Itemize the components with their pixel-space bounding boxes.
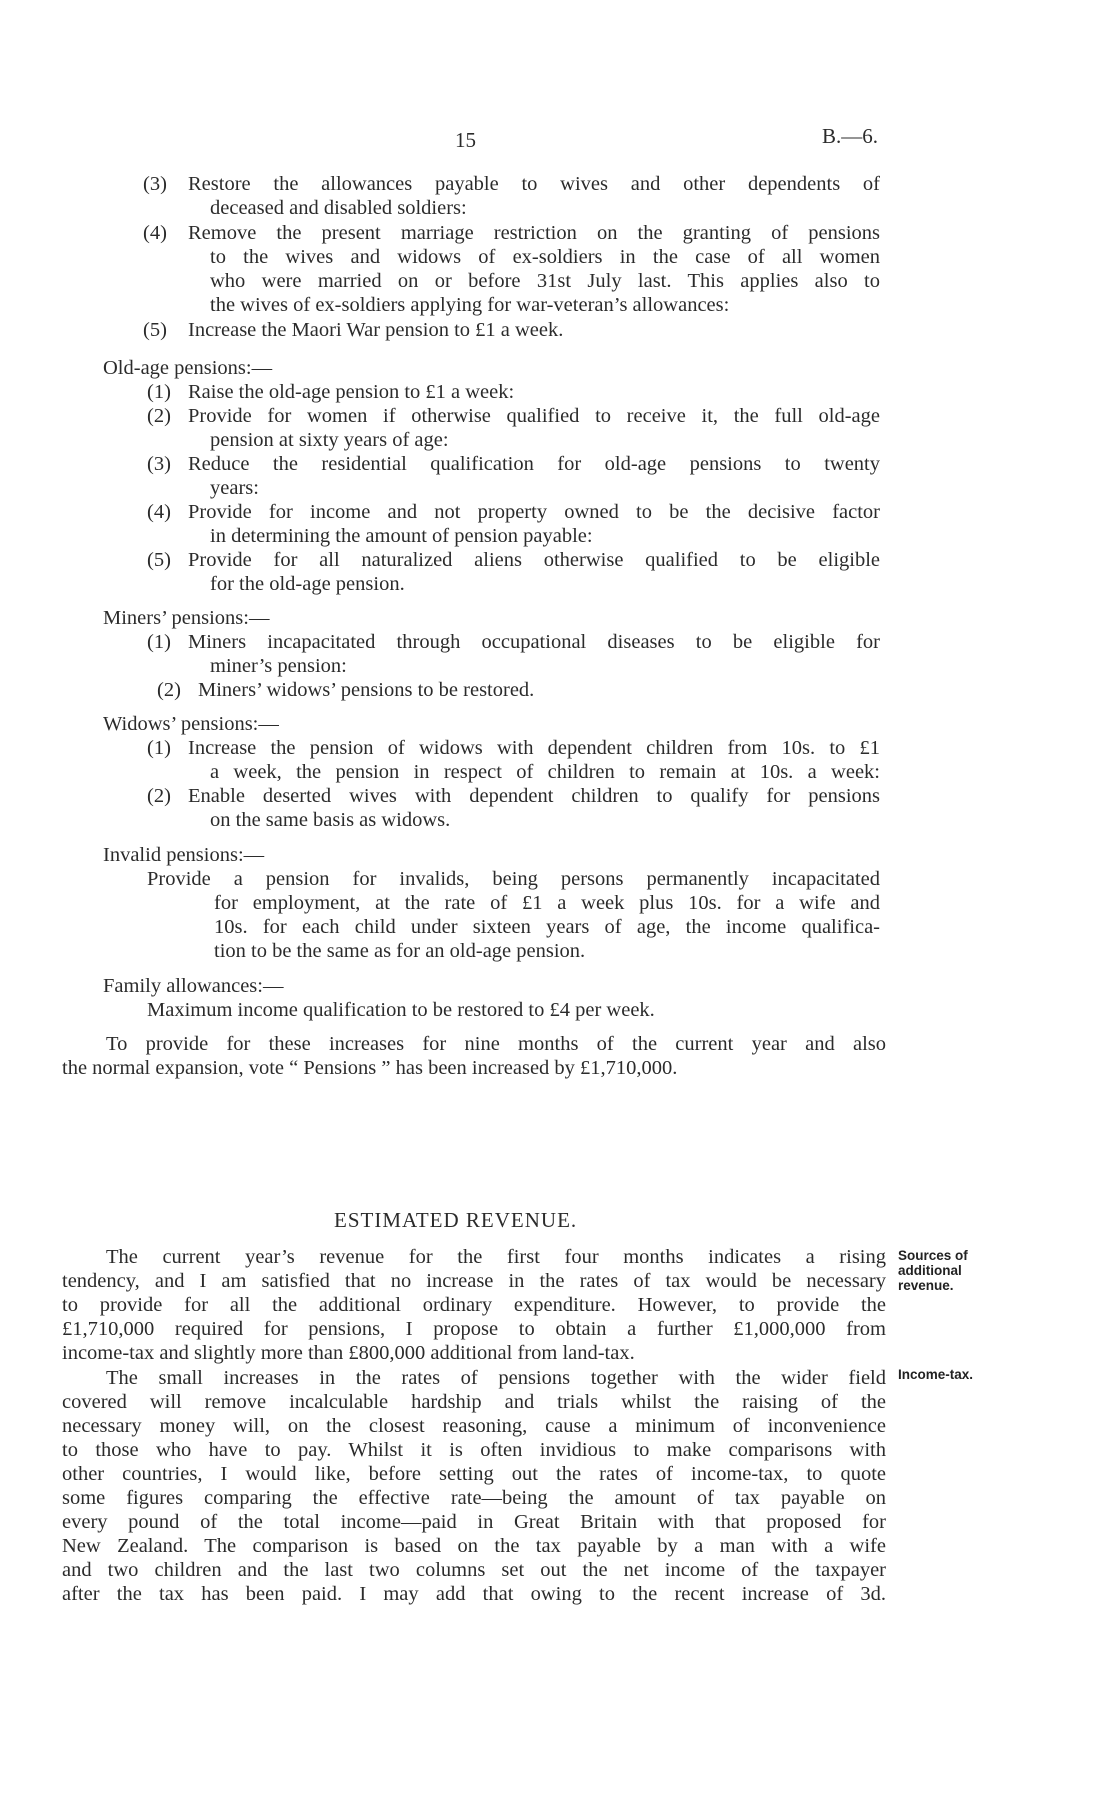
paragraph-line: after the tax has been paid. I may add that owing to the recent increase of 3d.: [62, 1583, 886, 1605]
margin-note-sources: [898, 1248, 968, 1293]
section-heading: Old-age pensions:—: [103, 357, 273, 379]
paragraph-line: some figures comparing the effective rate—being the amount of tax payable on: [62, 1487, 886, 1509]
list-item-line: Increase the Maori War pension to £1 a week.: [188, 319, 564, 341]
list-item-number: (4): [147, 501, 171, 523]
document-code: B.—6.: [822, 124, 879, 148]
section-title: ESTIMATED REVENUE.: [334, 1208, 578, 1232]
section-heading: Family allowances:—: [103, 975, 284, 997]
list-item-number: (3): [143, 173, 167, 195]
paragraph-line: to those who have to pay. Whilst it is often invidious to make comparisons with: [62, 1439, 886, 1461]
list-item-number: (4): [143, 222, 167, 244]
list-item-line: the wives of ex-soldiers applying for war-veteran’s allowances:: [210, 294, 730, 316]
list-item-line: Reduce the residential qualification for old-age pensions to twenty: [188, 453, 880, 475]
list-item-line: Enable deserted wives with dependent children to qualify for pensions: [188, 785, 880, 807]
paragraph-line: covered will remove incalculable hardship and trials whilst the raising of the: [62, 1391, 886, 1413]
section-heading: Widows’ pensions:—: [103, 713, 279, 735]
list-item-line: Remove the present marriage restriction on the granting of pensions: [188, 222, 880, 244]
margin-note-line: Sources of: [898, 1248, 968, 1263]
paragraph-line: Provide a pension for invalids, being persons permanently incapacitated: [147, 868, 880, 890]
paragraph-line: tendency, and I am satisfied that no increase in the rates of tax would be necessary: [62, 1270, 886, 1292]
list-item-line: Increase the pension of widows with dependent children from 10s. to £1: [188, 737, 880, 759]
paragraph-line: Maximum income qualification to be restored to £4 per week.: [147, 999, 655, 1021]
paragraph-line: necessary money will, on the closest reasoning, cause a minimum of inconvenience: [62, 1415, 886, 1437]
list-item-line: years:: [210, 477, 259, 499]
list-item-line: for the old-age pension.: [210, 573, 405, 595]
list-item-line: Provide for all naturalized aliens otherwise qualified to be eligible: [188, 549, 880, 571]
list-item-number: (2): [157, 679, 181, 701]
list-item-number: (3): [147, 453, 171, 475]
list-item-line: Raise the old-age pension to £1 a week:: [188, 381, 515, 403]
paragraph-line: New Zealand. The comparison is based on the tax payable by a man with a wife: [62, 1535, 886, 1557]
list-item-number: (5): [147, 549, 171, 571]
list-item-line: in determining the amount of pension payable:: [210, 525, 593, 547]
page-number: 15: [455, 128, 476, 152]
list-item-line: Restore the allowances payable to wives and other dependents of: [188, 173, 880, 195]
paragraph-line: the normal expansion, vote “ Pensions ” has been increased by £1,710,000.: [62, 1057, 678, 1079]
paragraph-line: and two children and the last two columns set out the net income of the taxpayer: [62, 1559, 886, 1581]
list-item-number: (2): [147, 405, 171, 427]
list-item-number: (2): [147, 785, 171, 807]
paragraph-line: To provide for these increases for nine months of the current year and also: [106, 1033, 886, 1055]
margin-note-line: additional: [898, 1263, 962, 1278]
section-heading: Invalid pensions:—: [103, 844, 265, 866]
list-item-line: Provide for income and not property owned to be the decisive factor: [188, 501, 880, 523]
list-item-line: pension at sixty years of age:: [210, 429, 449, 451]
paragraph-line: The small increases in the rates of pensions together with the wider field: [106, 1367, 886, 1389]
paragraph-line: £1,710,000 required for pensions, I propose to obtain a further £1,000,000 from: [62, 1318, 886, 1340]
paragraph-line: The current year’s revenue for the first four months indicates a rising: [106, 1246, 886, 1268]
paragraph-line: every pound of the total income—paid in Great Britain with that proposed for: [62, 1511, 886, 1533]
list-item-line: Provide for women if otherwise qualified to receive it, the full old-age: [188, 405, 880, 427]
list-item-number: (1): [147, 631, 171, 653]
list-item-number: (1): [147, 737, 171, 759]
paragraph-line: income-tax and slightly more than £800,000 additional from land-tax.: [62, 1342, 635, 1364]
paragraph-line: 10s. for each child under sixteen years of age, the income qualifica-: [214, 916, 880, 938]
list-item-line: Miners’ widows’ pensions to be restored.: [198, 679, 535, 701]
margin-note-line: revenue.: [898, 1278, 954, 1293]
list-item-line: Miners incapacitated through occupational diseases to be eligible for: [188, 631, 880, 653]
list-item-line: on the same basis as widows.: [210, 809, 451, 831]
list-item-line: who were married on or before 31st July last. This applies also to: [210, 270, 880, 292]
list-item-number: (1): [147, 381, 171, 403]
list-item-number: (5): [143, 319, 167, 341]
margin-note-income-tax: Income-tax.: [898, 1367, 974, 1382]
list-item-line: to the wives and widows of ex-soldiers in the case of all women: [210, 246, 880, 268]
list-item-line: miner’s pension:: [210, 655, 347, 677]
list-item-line: deceased and disabled soldiers:: [210, 197, 467, 219]
paragraph-line: to provide for all the additional ordinary expenditure. However, to provide the: [62, 1294, 886, 1316]
paragraph-line: other countries, I would like, before setting out the rates of income-tax, to quote: [62, 1463, 886, 1485]
paragraph-line: for employment, at the rate of £1 a week plus 10s. for a wife and: [214, 892, 880, 914]
list-item-line: a week, the pension in respect of children to remain at 10s. a week:: [210, 761, 880, 783]
paragraph-line: tion to be the same as for an old-age pension.: [214, 940, 586, 962]
section-heading: Miners’ pensions:—: [103, 607, 270, 629]
